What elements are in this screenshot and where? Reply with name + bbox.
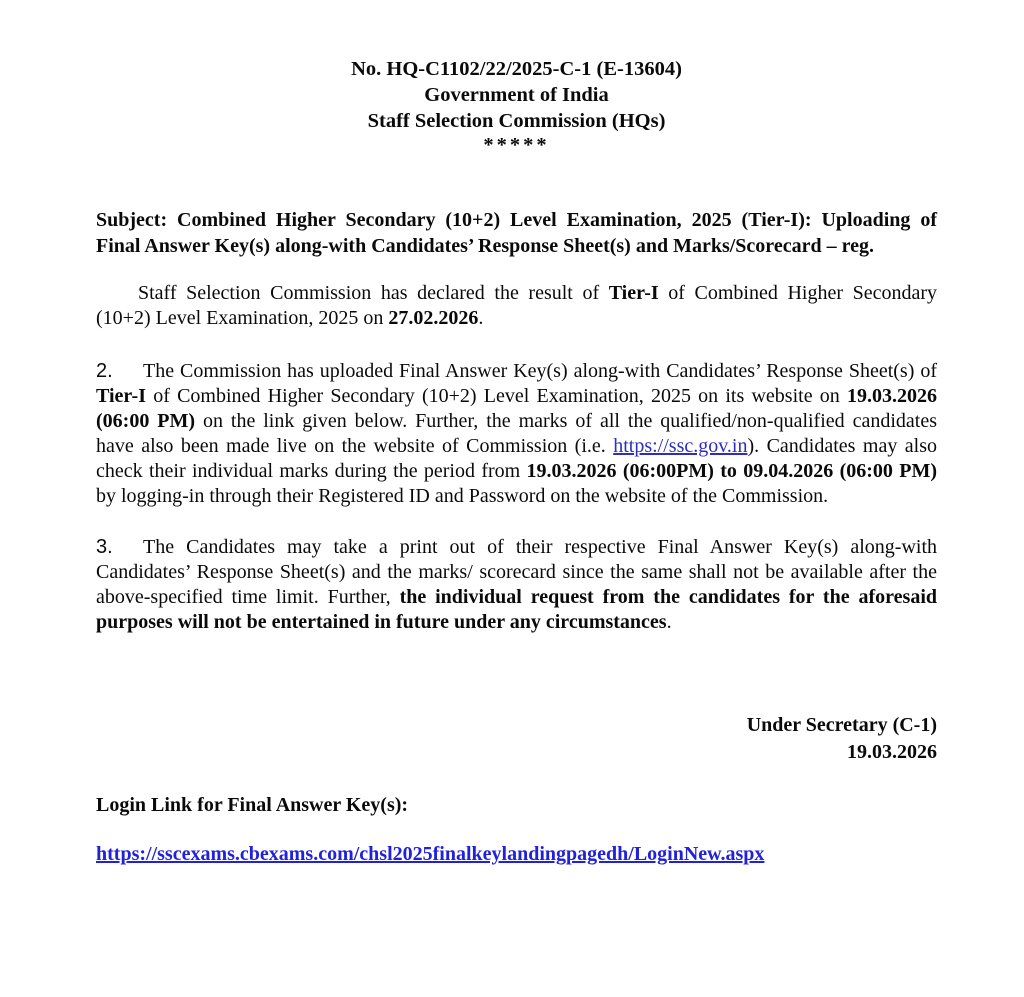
signature-block <box>96 712 937 766</box>
login-link-url[interactable]: https://sscexams.cbexams.com/chsl2025finalkeylandingpagedh/LoginNew.aspx <box>96 843 765 865</box>
signature-title: Under Secretary (C-1) <box>746 714 937 736</box>
login-link-label: Login Link for Final Answer Key(s): <box>96 794 409 816</box>
paragraph-3-number: 3. <box>96 536 113 558</box>
ssc-website-link[interactable]: https://ssc.gov.in <box>613 435 748 457</box>
text-segment: on the link given below. Further, the marks of all the qualified/non-qualified candidates have also been made live on the website of Commission (i.e. <box>96 410 937 457</box>
text-segment: of Combined Higher Secondary (10+2) Level Examination, 2025 on <box>96 282 937 329</box>
paragraph-3 <box>96 535 937 635</box>
signature-date: 19.03.2026 <box>847 741 937 763</box>
text-segment: Staff Selection Commission has declared the result of <box>138 282 609 304</box>
text-segment: . <box>666 611 672 633</box>
paragraph-2 <box>96 359 937 509</box>
commission-line: Staff Selection Commission (HQs) <box>367 110 666 132</box>
text-segment: The Commission has uploaded Final Answer Key(s) along-with Candidates’ Response Sheet(s) of <box>143 360 937 382</box>
result-date-bold: 27.02.2026 <box>388 307 479 329</box>
no-future-request-bold: the individual request from the candidates for the aforesaid purposes will not be entertained in future under any circumstances <box>96 586 938 633</box>
text-segment: . <box>478 307 484 329</box>
document-header <box>96 56 937 156</box>
separator-stars: ***** <box>483 134 550 156</box>
text-segment: of Combined Higher Secondary (10+2) Level Examination, 2025 on its website on <box>146 385 847 407</box>
upload-datetime-bold: 19.03.2026 (06:00 PM) <box>96 385 937 432</box>
text-segment: The Candidates may take a print out of their respective Final Answer Key(s) along-with Candidates’ Response Sheet(s) and the marks/ scorecard since the same shall not be available after the above-specified time limit. Further, <box>96 536 937 608</box>
reference-number: No. HQ-C1102/22/2025-C-1 (E-13604) <box>351 58 682 80</box>
subject-line: Subject: Combined Higher Secondary (10+2) Level Examination, 2025 (Tier-I): Uploading of Final Answer Key(s) along-with Candidates’ Response Sheet(s) and Marks/Scorecard – reg. <box>96 209 937 257</box>
paragraph-2-number: 2. <box>96 360 113 382</box>
tier-1-bold: Tier-I <box>96 385 146 407</box>
paragraph-1 <box>96 281 937 331</box>
government-of-india-line: Government of India <box>424 84 609 106</box>
text-segment: by logging-in through their Registered ID and Password on the website of the Commission. <box>96 485 829 507</box>
text-segment: ). Candidates may also check their individual marks during the period from <box>96 435 937 482</box>
marks-check-period-bold: 19.03.2026 (06:00PM) to 09.04.2026 (06:00 PM) <box>526 460 937 482</box>
tier-1-bold: Tier-I <box>608 282 659 304</box>
login-link-row <box>96 842 937 867</box>
